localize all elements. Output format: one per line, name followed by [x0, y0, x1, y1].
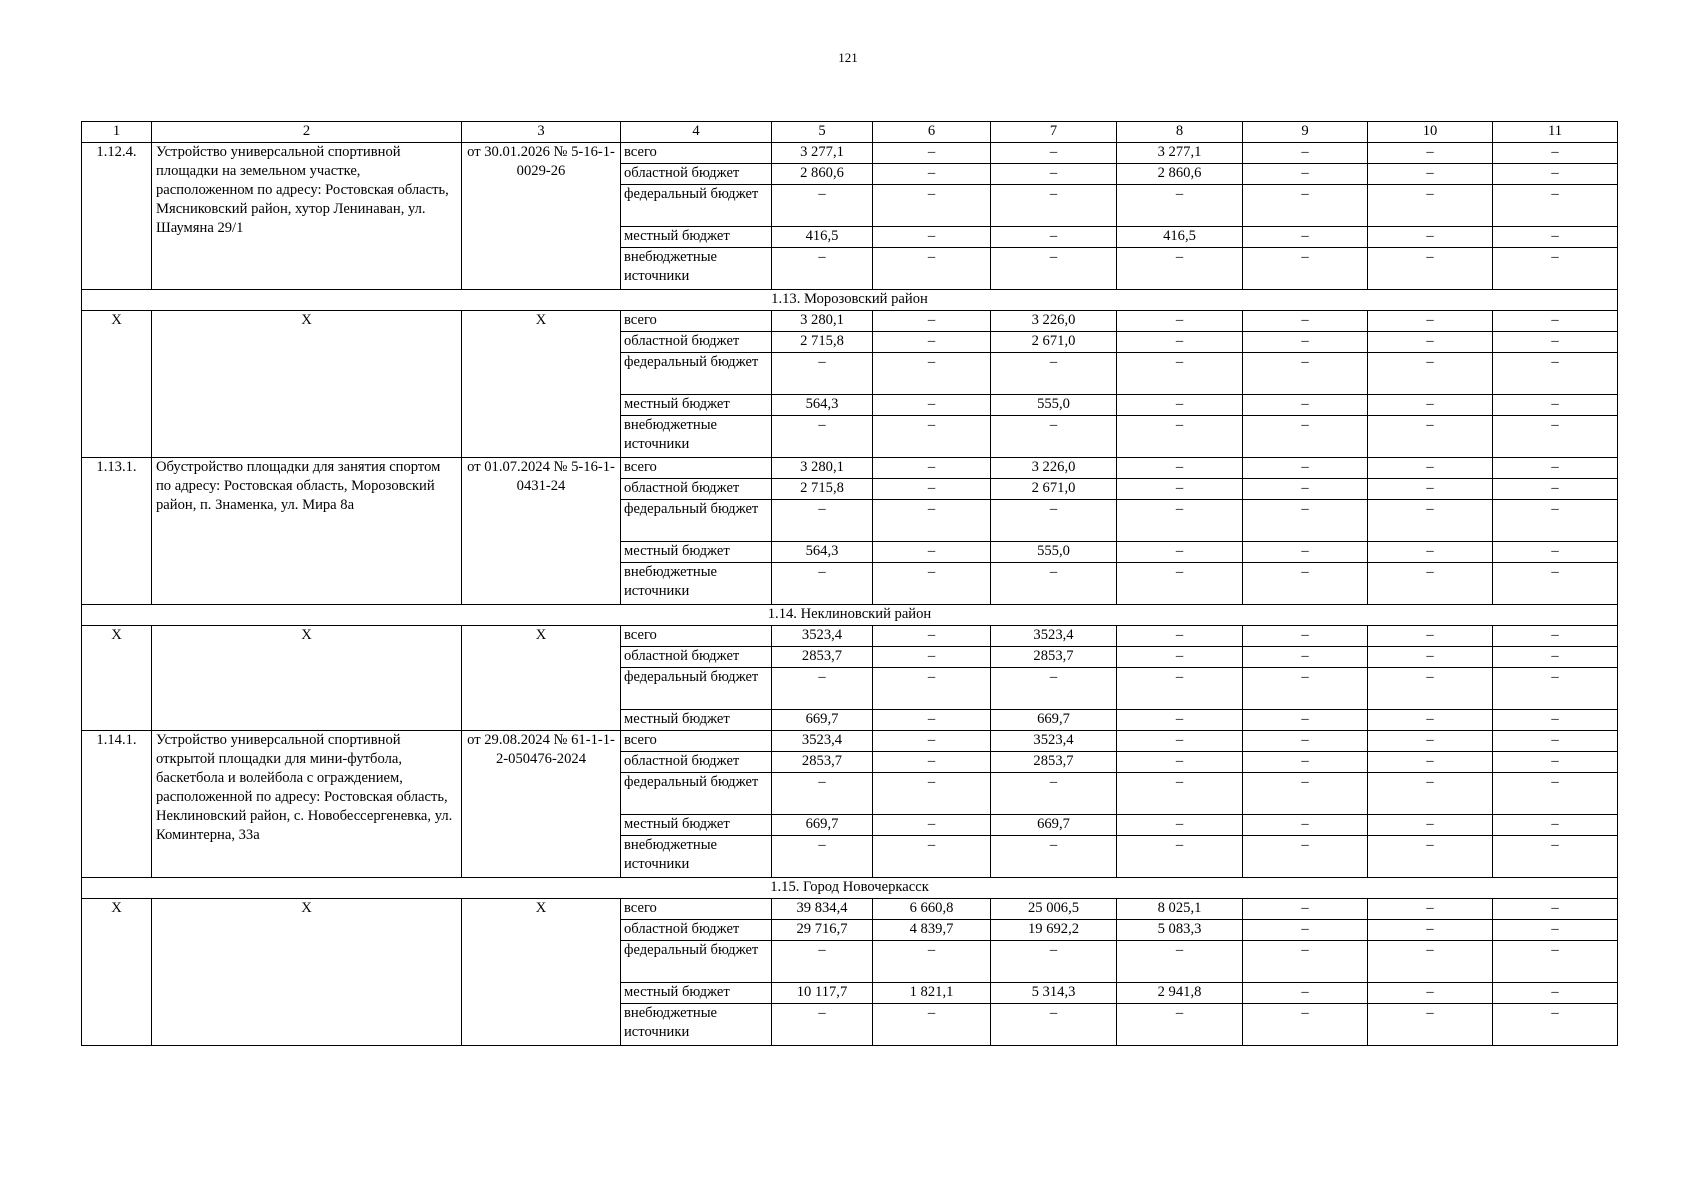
amount-cell: – [1243, 773, 1368, 815]
funding-source-cell: областной бюджет [621, 752, 772, 773]
funding-source-cell: местный бюджет [621, 395, 772, 416]
budget-table [81, 121, 1618, 1046]
amount-cell: 5 314,3 [991, 983, 1117, 1004]
amount-cell: – [1243, 668, 1368, 710]
amount-cell: – [1493, 1004, 1618, 1046]
amount-cell: – [1493, 626, 1618, 647]
amount-cell: 669,7 [772, 710, 873, 731]
amount-cell: – [772, 773, 873, 815]
amount-cell: – [1368, 647, 1493, 668]
amount-cell: 39 834,4 [772, 899, 873, 920]
amount-cell: – [1243, 731, 1368, 752]
amount-cell: 10 117,7 [772, 983, 873, 1004]
amount-cell: – [1243, 941, 1368, 983]
section-row [82, 290, 1618, 311]
amount-cell: – [1243, 479, 1368, 500]
funding-source-cell: внебюджетные источники [621, 248, 772, 290]
amount-cell: – [991, 227, 1117, 248]
amount-cell: – [1368, 311, 1493, 332]
column-header: 6 [873, 122, 991, 143]
amount-cell: – [1243, 458, 1368, 479]
amount-cell: – [1368, 458, 1493, 479]
amount-cell: – [873, 941, 991, 983]
amount-cell: – [1368, 563, 1493, 605]
column-header: 7 [991, 122, 1117, 143]
amount-cell: – [1493, 710, 1618, 731]
amount-cell: – [1243, 626, 1368, 647]
amount-cell: – [1368, 332, 1493, 353]
document-cell: Х [462, 899, 621, 1046]
amount-cell: – [1243, 311, 1368, 332]
amount-cell: – [1117, 332, 1243, 353]
column-header: 4 [621, 122, 772, 143]
amount-cell: – [1368, 752, 1493, 773]
column-header: 9 [1243, 122, 1368, 143]
header-row [82, 122, 1618, 143]
funding-source-cell: всего [621, 899, 772, 920]
amount-cell: – [1117, 458, 1243, 479]
amount-cell: – [772, 416, 873, 458]
table-row [82, 143, 1618, 164]
table-row [82, 626, 1618, 647]
amount-cell: – [1368, 836, 1493, 878]
amount-cell: – [1243, 647, 1368, 668]
amount-cell: 416,5 [772, 227, 873, 248]
amount-cell: – [1243, 143, 1368, 164]
amount-cell: 564,3 [772, 542, 873, 563]
amount-cell: – [1243, 542, 1368, 563]
amount-cell: – [1493, 563, 1618, 605]
object-name-cell: Х [152, 626, 462, 731]
funding-source-cell: местный бюджет [621, 542, 772, 563]
column-header: 11 [1493, 122, 1618, 143]
amount-cell: – [1368, 731, 1493, 752]
column-header: 3 [462, 122, 621, 143]
amount-cell: – [1117, 941, 1243, 983]
amount-cell: – [873, 836, 991, 878]
object-name-cell: Обустройство площадки для занятия спортом по адресу: Ростовская область, Морозовский район, п. Знаменка, ул. Мира 8а [152, 458, 462, 605]
amount-cell: 3 277,1 [1117, 143, 1243, 164]
amount-cell: – [991, 164, 1117, 185]
amount-cell: – [1493, 899, 1618, 920]
funding-source-cell: внебюджетные источники [621, 416, 772, 458]
amount-cell: – [1368, 353, 1493, 395]
amount-cell: – [873, 647, 991, 668]
amount-cell: 8 025,1 [1117, 899, 1243, 920]
object-code-cell: 1.14.1. [82, 731, 152, 878]
funding-source-cell: местный бюджет [621, 815, 772, 836]
amount-cell: – [991, 668, 1117, 710]
funding-source-cell: федеральный бюджет [621, 941, 772, 983]
amount-cell: – [1243, 983, 1368, 1004]
document-cell: от 29.08.2024 № 61-1-1-2-050476-2024 [462, 731, 621, 878]
amount-cell: – [1243, 836, 1368, 878]
amount-cell: – [873, 227, 991, 248]
amount-cell: – [1243, 920, 1368, 941]
amount-cell: 669,7 [991, 710, 1117, 731]
amount-cell: – [1493, 773, 1618, 815]
amount-cell: – [1493, 920, 1618, 941]
amount-cell: – [873, 500, 991, 542]
document-cell: Х [462, 311, 621, 458]
amount-cell: – [991, 563, 1117, 605]
amount-cell: – [873, 311, 991, 332]
funding-source-cell: всего [621, 626, 772, 647]
amount-cell: – [1117, 626, 1243, 647]
amount-cell: 416,5 [1117, 227, 1243, 248]
amount-cell: – [873, 458, 991, 479]
amount-cell: – [1368, 227, 1493, 248]
amount-cell: – [873, 1004, 991, 1046]
amount-cell: – [873, 185, 991, 227]
amount-cell: – [991, 500, 1117, 542]
amount-cell: – [1368, 773, 1493, 815]
amount-cell: – [1243, 227, 1368, 248]
amount-cell: – [1368, 626, 1493, 647]
amount-cell: 25 006,5 [991, 899, 1117, 920]
table-row [82, 899, 1618, 920]
amount-cell: – [1243, 185, 1368, 227]
amount-cell: – [1243, 416, 1368, 458]
amount-cell: – [873, 332, 991, 353]
amount-cell: – [1493, 227, 1618, 248]
amount-cell: – [1117, 773, 1243, 815]
amount-cell: – [1368, 920, 1493, 941]
amount-cell: 3 280,1 [772, 311, 873, 332]
amount-cell: – [1243, 248, 1368, 290]
funding-source-cell: областной бюджет [621, 647, 772, 668]
funding-source-cell: всего [621, 143, 772, 164]
amount-cell: – [873, 248, 991, 290]
amount-cell: – [873, 626, 991, 647]
amount-cell: – [1243, 164, 1368, 185]
column-header: 1 [82, 122, 152, 143]
amount-cell: 2 860,6 [772, 164, 873, 185]
page-number: 121 [838, 50, 858, 65]
amount-cell: 564,3 [772, 395, 873, 416]
amount-cell: 19 692,2 [991, 920, 1117, 941]
amount-cell: – [1117, 248, 1243, 290]
amount-cell: – [991, 143, 1117, 164]
amount-cell: – [1493, 815, 1618, 836]
section-title: 1.13. Морозовский район [82, 290, 1618, 311]
amount-cell: – [1243, 563, 1368, 605]
amount-cell: – [1117, 815, 1243, 836]
funding-source-cell: внебюджетные источники [621, 836, 772, 878]
amount-cell: – [873, 731, 991, 752]
amount-cell: 3523,4 [772, 731, 873, 752]
amount-cell: – [1243, 710, 1368, 731]
amount-cell: 669,7 [772, 815, 873, 836]
amount-cell: – [1493, 836, 1618, 878]
object-name-cell: Устройство универсальной спортивной площадки на земельном участке, расположенном по адресу: Ростовская область, Мясниковский район, хутор Ленинаван, ул. Шаумяна 29/1 [152, 143, 462, 290]
amount-cell: – [1243, 899, 1368, 920]
amount-cell: – [873, 353, 991, 395]
amount-cell: – [1493, 416, 1618, 458]
amount-cell: – [1493, 668, 1618, 710]
amount-cell: 3523,4 [991, 731, 1117, 752]
amount-cell: – [1117, 668, 1243, 710]
amount-cell: 6 660,8 [873, 899, 991, 920]
amount-cell: – [1117, 836, 1243, 878]
amount-cell: – [991, 248, 1117, 290]
amount-cell: – [1117, 563, 1243, 605]
amount-cell: – [772, 185, 873, 227]
amount-cell: – [772, 353, 873, 395]
amount-cell: – [873, 773, 991, 815]
amount-cell: – [1368, 941, 1493, 983]
amount-cell: – [991, 773, 1117, 815]
amount-cell: – [1493, 479, 1618, 500]
table-row [82, 458, 1618, 479]
amount-cell: – [1493, 458, 1618, 479]
column-header: 5 [772, 122, 873, 143]
amount-cell: – [1368, 500, 1493, 542]
section-title: 1.14. Неклиновский район [82, 605, 1618, 626]
funding-source-cell: областной бюджет [621, 164, 772, 185]
amount-cell: – [1493, 731, 1618, 752]
funding-source-cell: местный бюджет [621, 227, 772, 248]
amount-cell: – [873, 416, 991, 458]
funding-source-cell: федеральный бюджет [621, 185, 772, 227]
amount-cell: – [1243, 752, 1368, 773]
amount-cell: 2 671,0 [991, 479, 1117, 500]
amount-cell: – [1368, 983, 1493, 1004]
amount-cell: – [1493, 164, 1618, 185]
amount-cell: – [1117, 395, 1243, 416]
amount-cell: 3523,4 [991, 626, 1117, 647]
funding-source-cell: всего [621, 458, 772, 479]
section-row [82, 878, 1618, 899]
amount-cell: 2 671,0 [991, 332, 1117, 353]
funding-source-cell: федеральный бюджет [621, 773, 772, 815]
amount-cell: – [772, 563, 873, 605]
amount-cell: – [1493, 941, 1618, 983]
funding-source-cell: федеральный бюджет [621, 668, 772, 710]
amount-cell: – [873, 542, 991, 563]
amount-cell: – [1368, 815, 1493, 836]
object-code-cell: 1.12.4. [82, 143, 152, 290]
amount-cell: 555,0 [991, 395, 1117, 416]
amount-cell: – [1493, 395, 1618, 416]
table-row [82, 731, 1618, 752]
amount-cell: – [1368, 542, 1493, 563]
object-code-cell: Х [82, 899, 152, 1046]
column-header: 10 [1368, 122, 1493, 143]
amount-cell: – [1243, 353, 1368, 395]
funding-source-cell: областной бюджет [621, 920, 772, 941]
amount-cell: – [1493, 332, 1618, 353]
amount-cell: – [991, 941, 1117, 983]
section-title: 1.15. Город Новочеркасск [82, 878, 1618, 899]
object-name-cell: Устройство универсальной спортивной открытой площадки для мини-футбола, баскетбола и волейбола с ограждением, расположенной по адресу: Ростовская область, Неклиновский район, с. Новобессергеневка, ул. Коминтерна, 33а [152, 731, 462, 878]
amount-cell: 2853,7 [991, 752, 1117, 773]
table-row [82, 311, 1618, 332]
amount-cell: – [1493, 983, 1618, 1004]
amount-cell: – [1117, 353, 1243, 395]
amount-cell: – [1368, 479, 1493, 500]
amount-cell: – [772, 941, 873, 983]
funding-source-cell: всего [621, 731, 772, 752]
amount-cell: – [1493, 500, 1618, 542]
amount-cell: 2 941,8 [1117, 983, 1243, 1004]
amount-cell: – [1493, 311, 1618, 332]
amount-cell: 3 277,1 [772, 143, 873, 164]
amount-cell: – [1368, 395, 1493, 416]
amount-cell: – [1117, 311, 1243, 332]
amount-cell: – [1117, 710, 1243, 731]
amount-cell: – [1117, 752, 1243, 773]
amount-cell: – [991, 185, 1117, 227]
section-row [82, 605, 1618, 626]
amount-cell: – [873, 710, 991, 731]
amount-cell: 3 226,0 [991, 311, 1117, 332]
amount-cell: – [991, 1004, 1117, 1046]
funding-source-cell: внебюджетные источники [621, 1004, 772, 1046]
amount-cell: 2853,7 [991, 647, 1117, 668]
amount-cell: 2853,7 [772, 752, 873, 773]
funding-source-cell: внебюджетные источники [621, 563, 772, 605]
amount-cell: 555,0 [991, 542, 1117, 563]
amount-cell: 669,7 [991, 815, 1117, 836]
column-header: 2 [152, 122, 462, 143]
amount-cell: 3523,4 [772, 626, 873, 647]
object-name-cell: Х [152, 311, 462, 458]
funding-source-cell: всего [621, 311, 772, 332]
amount-cell: – [1117, 416, 1243, 458]
amount-cell: 1 821,1 [873, 983, 991, 1004]
amount-cell: 5 083,3 [1117, 920, 1243, 941]
amount-cell: – [991, 353, 1117, 395]
amount-cell: – [1368, 185, 1493, 227]
funding-source-cell: федеральный бюджет [621, 500, 772, 542]
amount-cell: – [1117, 500, 1243, 542]
amount-cell: – [1243, 395, 1368, 416]
amount-cell: – [772, 500, 873, 542]
amount-cell: – [873, 815, 991, 836]
funding-source-cell: федеральный бюджет [621, 353, 772, 395]
funding-source-cell: местный бюджет [621, 710, 772, 731]
amount-cell: – [873, 563, 991, 605]
amount-cell: – [1493, 647, 1618, 668]
amount-cell: – [1243, 815, 1368, 836]
amount-cell: – [873, 164, 991, 185]
amount-cell: – [873, 668, 991, 710]
amount-cell: – [1117, 647, 1243, 668]
amount-cell: – [772, 1004, 873, 1046]
amount-cell: – [1243, 500, 1368, 542]
amount-cell: – [772, 668, 873, 710]
object-name-cell: Х [152, 899, 462, 1046]
amount-cell: – [1117, 731, 1243, 752]
amount-cell: – [772, 248, 873, 290]
amount-cell: – [1368, 416, 1493, 458]
amount-cell: 3 226,0 [991, 458, 1117, 479]
amount-cell: – [1117, 542, 1243, 563]
table-body [82, 122, 1618, 1046]
column-header: 8 [1117, 122, 1243, 143]
amount-cell: 2 715,8 [772, 479, 873, 500]
amount-cell: – [991, 836, 1117, 878]
amount-cell: – [1493, 353, 1618, 395]
amount-cell: – [1243, 332, 1368, 353]
amount-cell: – [772, 836, 873, 878]
amount-cell: 3 280,1 [772, 458, 873, 479]
amount-cell: – [1243, 1004, 1368, 1046]
funding-source-cell: местный бюджет [621, 983, 772, 1004]
amount-cell: – [1493, 143, 1618, 164]
amount-cell: – [1117, 1004, 1243, 1046]
funding-source-cell: областной бюджет [621, 479, 772, 500]
amount-cell: – [991, 416, 1117, 458]
amount-cell: – [1368, 1004, 1493, 1046]
amount-cell: – [873, 395, 991, 416]
amount-cell: – [1368, 143, 1493, 164]
amount-cell: – [873, 752, 991, 773]
amount-cell: – [1117, 185, 1243, 227]
amount-cell: – [1368, 899, 1493, 920]
amount-cell: 4 839,7 [873, 920, 991, 941]
amount-cell: – [1493, 542, 1618, 563]
amount-cell: 29 716,7 [772, 920, 873, 941]
amount-cell: – [1368, 710, 1493, 731]
amount-cell: 2 860,6 [1117, 164, 1243, 185]
amount-cell: – [1493, 248, 1618, 290]
amount-cell: 2 715,8 [772, 332, 873, 353]
amount-cell: 2853,7 [772, 647, 873, 668]
document-cell: Х [462, 626, 621, 731]
amount-cell: – [1368, 248, 1493, 290]
amount-cell: – [1368, 164, 1493, 185]
object-code-cell: Х [82, 626, 152, 731]
object-code-cell: Х [82, 311, 152, 458]
amount-cell: – [1368, 668, 1493, 710]
amount-cell: – [1493, 752, 1618, 773]
object-code-cell: 1.13.1. [82, 458, 152, 605]
document-cell: от 30.01.2026 № 5-16-1-0029-26 [462, 143, 621, 290]
amount-cell: – [873, 143, 991, 164]
amount-cell: – [873, 479, 991, 500]
funding-source-cell: областной бюджет [621, 332, 772, 353]
document-cell: от 01.07.2024 № 5-16-1-0431-24 [462, 458, 621, 605]
amount-cell: – [1117, 479, 1243, 500]
amount-cell: – [1493, 185, 1618, 227]
